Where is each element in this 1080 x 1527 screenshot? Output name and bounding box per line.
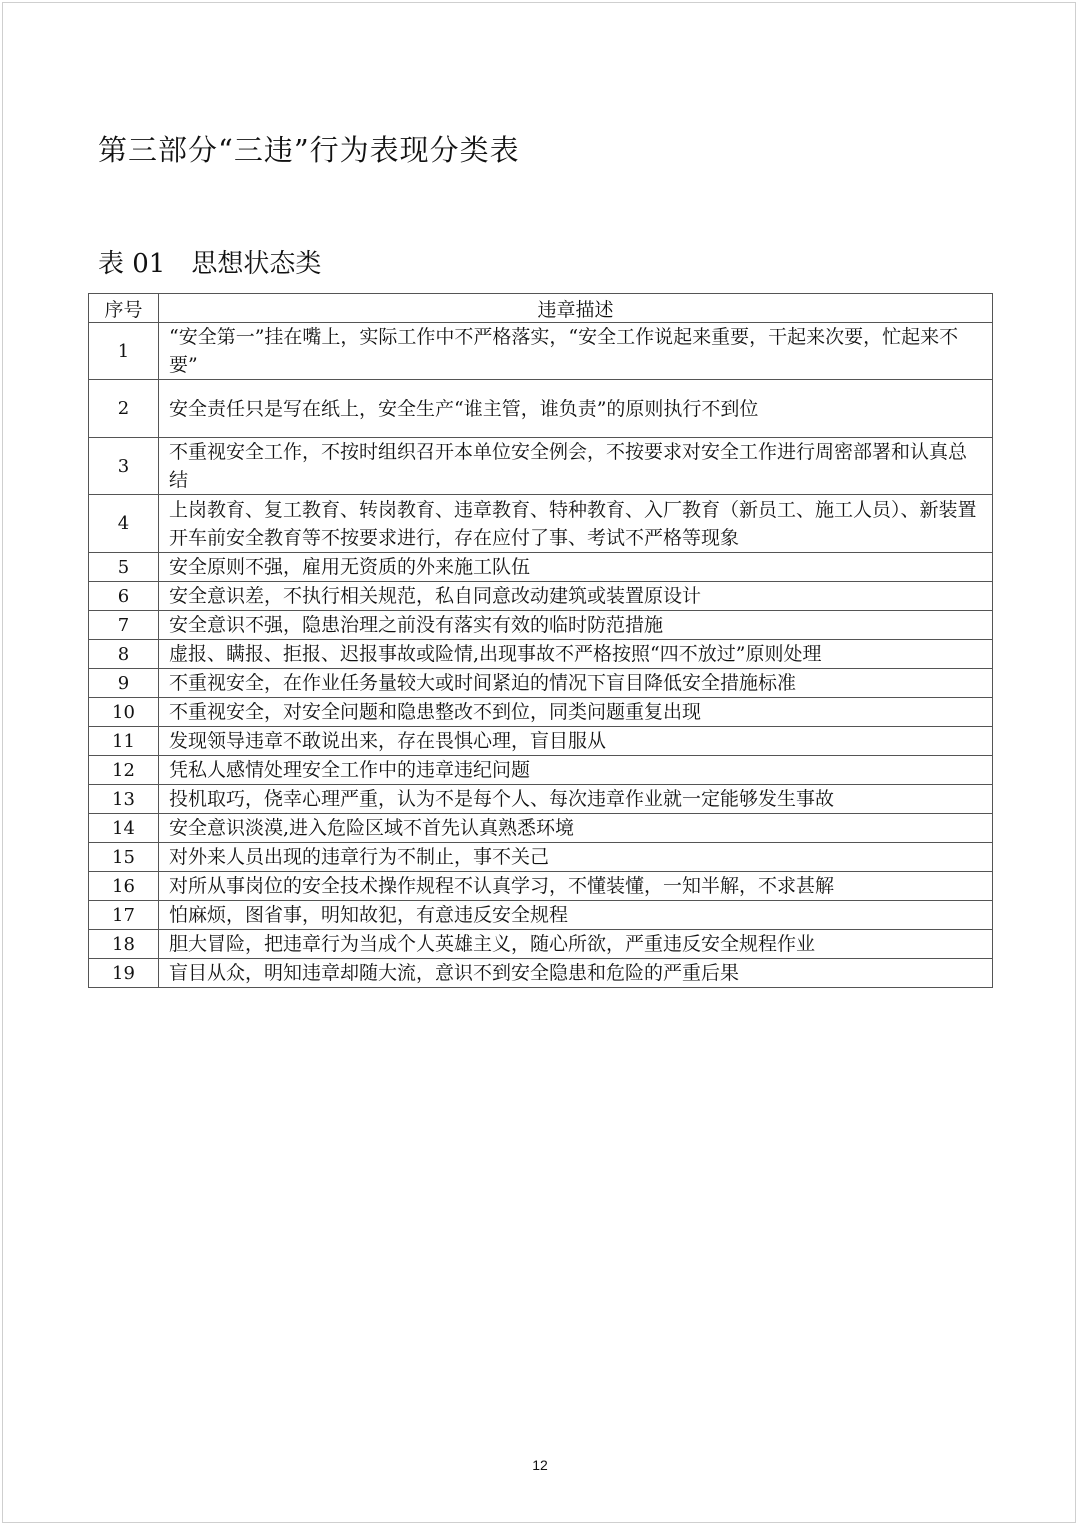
table-caption-name: 思想状态类 [191,249,322,279]
table-caption [98,243,321,280]
row-desc: 安全责任只是写在纸上，安全生产“谁主管，谁负责”的原则执行不到位 [159,380,993,438]
header-num: 序号 [89,294,159,323]
page-number: 12 [532,1457,548,1473]
row-desc: 安全意识不强，隐患治理之前没有落实有效的临时防范措施 [159,611,993,640]
table-row [89,640,993,669]
row-num: 10 [89,698,159,727]
table-row [89,785,993,814]
row-num: 4 [89,495,159,553]
row-desc: 盲目从众，明知违章却随大流，意识不到安全隐患和危险的严重后果 [159,959,993,988]
row-desc: 上岗教育、复工教育、转岗教育、违章教育、特种教育、入厂教育（新员工、施工人员）、新装置开车前安全教育等不按要求进行，存在应付了事、考试不严格等现象 [159,495,993,553]
table-row [89,611,993,640]
table-body [89,323,993,988]
row-num: 8 [89,640,159,669]
row-num: 16 [89,872,159,901]
table-row [89,930,993,959]
table-row [89,495,993,553]
row-num: 13 [89,785,159,814]
row-num: 12 [89,756,159,785]
table-caption-id: 表 01 [98,249,166,279]
row-num: 17 [89,901,159,930]
row-desc: 投机取巧，侥幸心理严重，认为不是每个人、每次违章作业就一定能够发生事故 [159,785,993,814]
table-row [89,698,993,727]
row-desc: 胆大冒险，把违章行为当成个人英雄主义，随心所欲，严重违反安全规程作业 [159,930,993,959]
violations-table [88,293,993,988]
row-num: 1 [89,323,159,380]
row-desc: 安全原则不强，雇用无资质的外来施工队伍 [159,553,993,582]
row-num: 6 [89,582,159,611]
table-row [89,814,993,843]
table-row [89,582,993,611]
row-desc: 安全意识差，不执行相关规范，私自同意改动建筑或装置原设计 [159,582,993,611]
row-num: 9 [89,669,159,698]
table-row [89,380,993,438]
row-desc: 对外来人员出现的违章行为不制止，事不关己 [159,843,993,872]
row-desc: 虚报、瞒报、拒报、迟报事故或险情,出现事故不严格按照“四不放过”原则处理 [159,640,993,669]
table-row [89,959,993,988]
row-num: 14 [89,814,159,843]
row-desc: 对所从事岗位的安全技术操作规程不认真学习，不懂装懂，一知半解，不求甚解 [159,872,993,901]
row-num: 7 [89,611,159,640]
header-desc: 违章描述 [159,294,993,323]
row-desc: 凭私人感情处理安全工作中的违章违纪问题 [159,756,993,785]
row-num: 15 [89,843,159,872]
row-num: 11 [89,727,159,756]
table-row [89,901,993,930]
table-row [89,669,993,698]
row-desc: 不重视安全，在作业任务量较大或时间紧迫的情况下盲目降低安全措施标准 [159,669,993,698]
table-row [89,323,993,380]
row-desc: 不重视安全工作，不按时组织召开本单位安全例会，不按要求对安全工作进行周密部署和认真总结 [159,438,993,495]
row-num: 3 [89,438,159,495]
row-desc: 不重视安全，对安全问题和隐患整改不到位，同类问题重复出现 [159,698,993,727]
part-title: 第三部分“三违”行为表现分类表 [98,133,520,167]
table-row [89,872,993,901]
row-desc: 安全意识淡漠,进入危险区域不首先认真熟悉环境 [159,814,993,843]
row-desc: “安全第一”挂在嘴上，实际工作中不严格落实，“安全工作说起来重要，干起来次要，忙起来不要” [159,323,993,380]
table-row [89,756,993,785]
table-row [89,553,993,582]
table-row [89,438,993,495]
row-num: 2 [89,380,159,438]
row-desc: 怕麻烦，图省事，明知故犯，有意违反安全规程 [159,901,993,930]
row-num: 19 [89,959,159,988]
row-num: 5 [89,553,159,582]
table-header-row [89,294,993,323]
table-row [89,843,993,872]
row-num: 18 [89,930,159,959]
table-row [89,727,993,756]
row-desc: 发现领导违章不敢说出来，存在畏惧心理，盲目服从 [159,727,993,756]
